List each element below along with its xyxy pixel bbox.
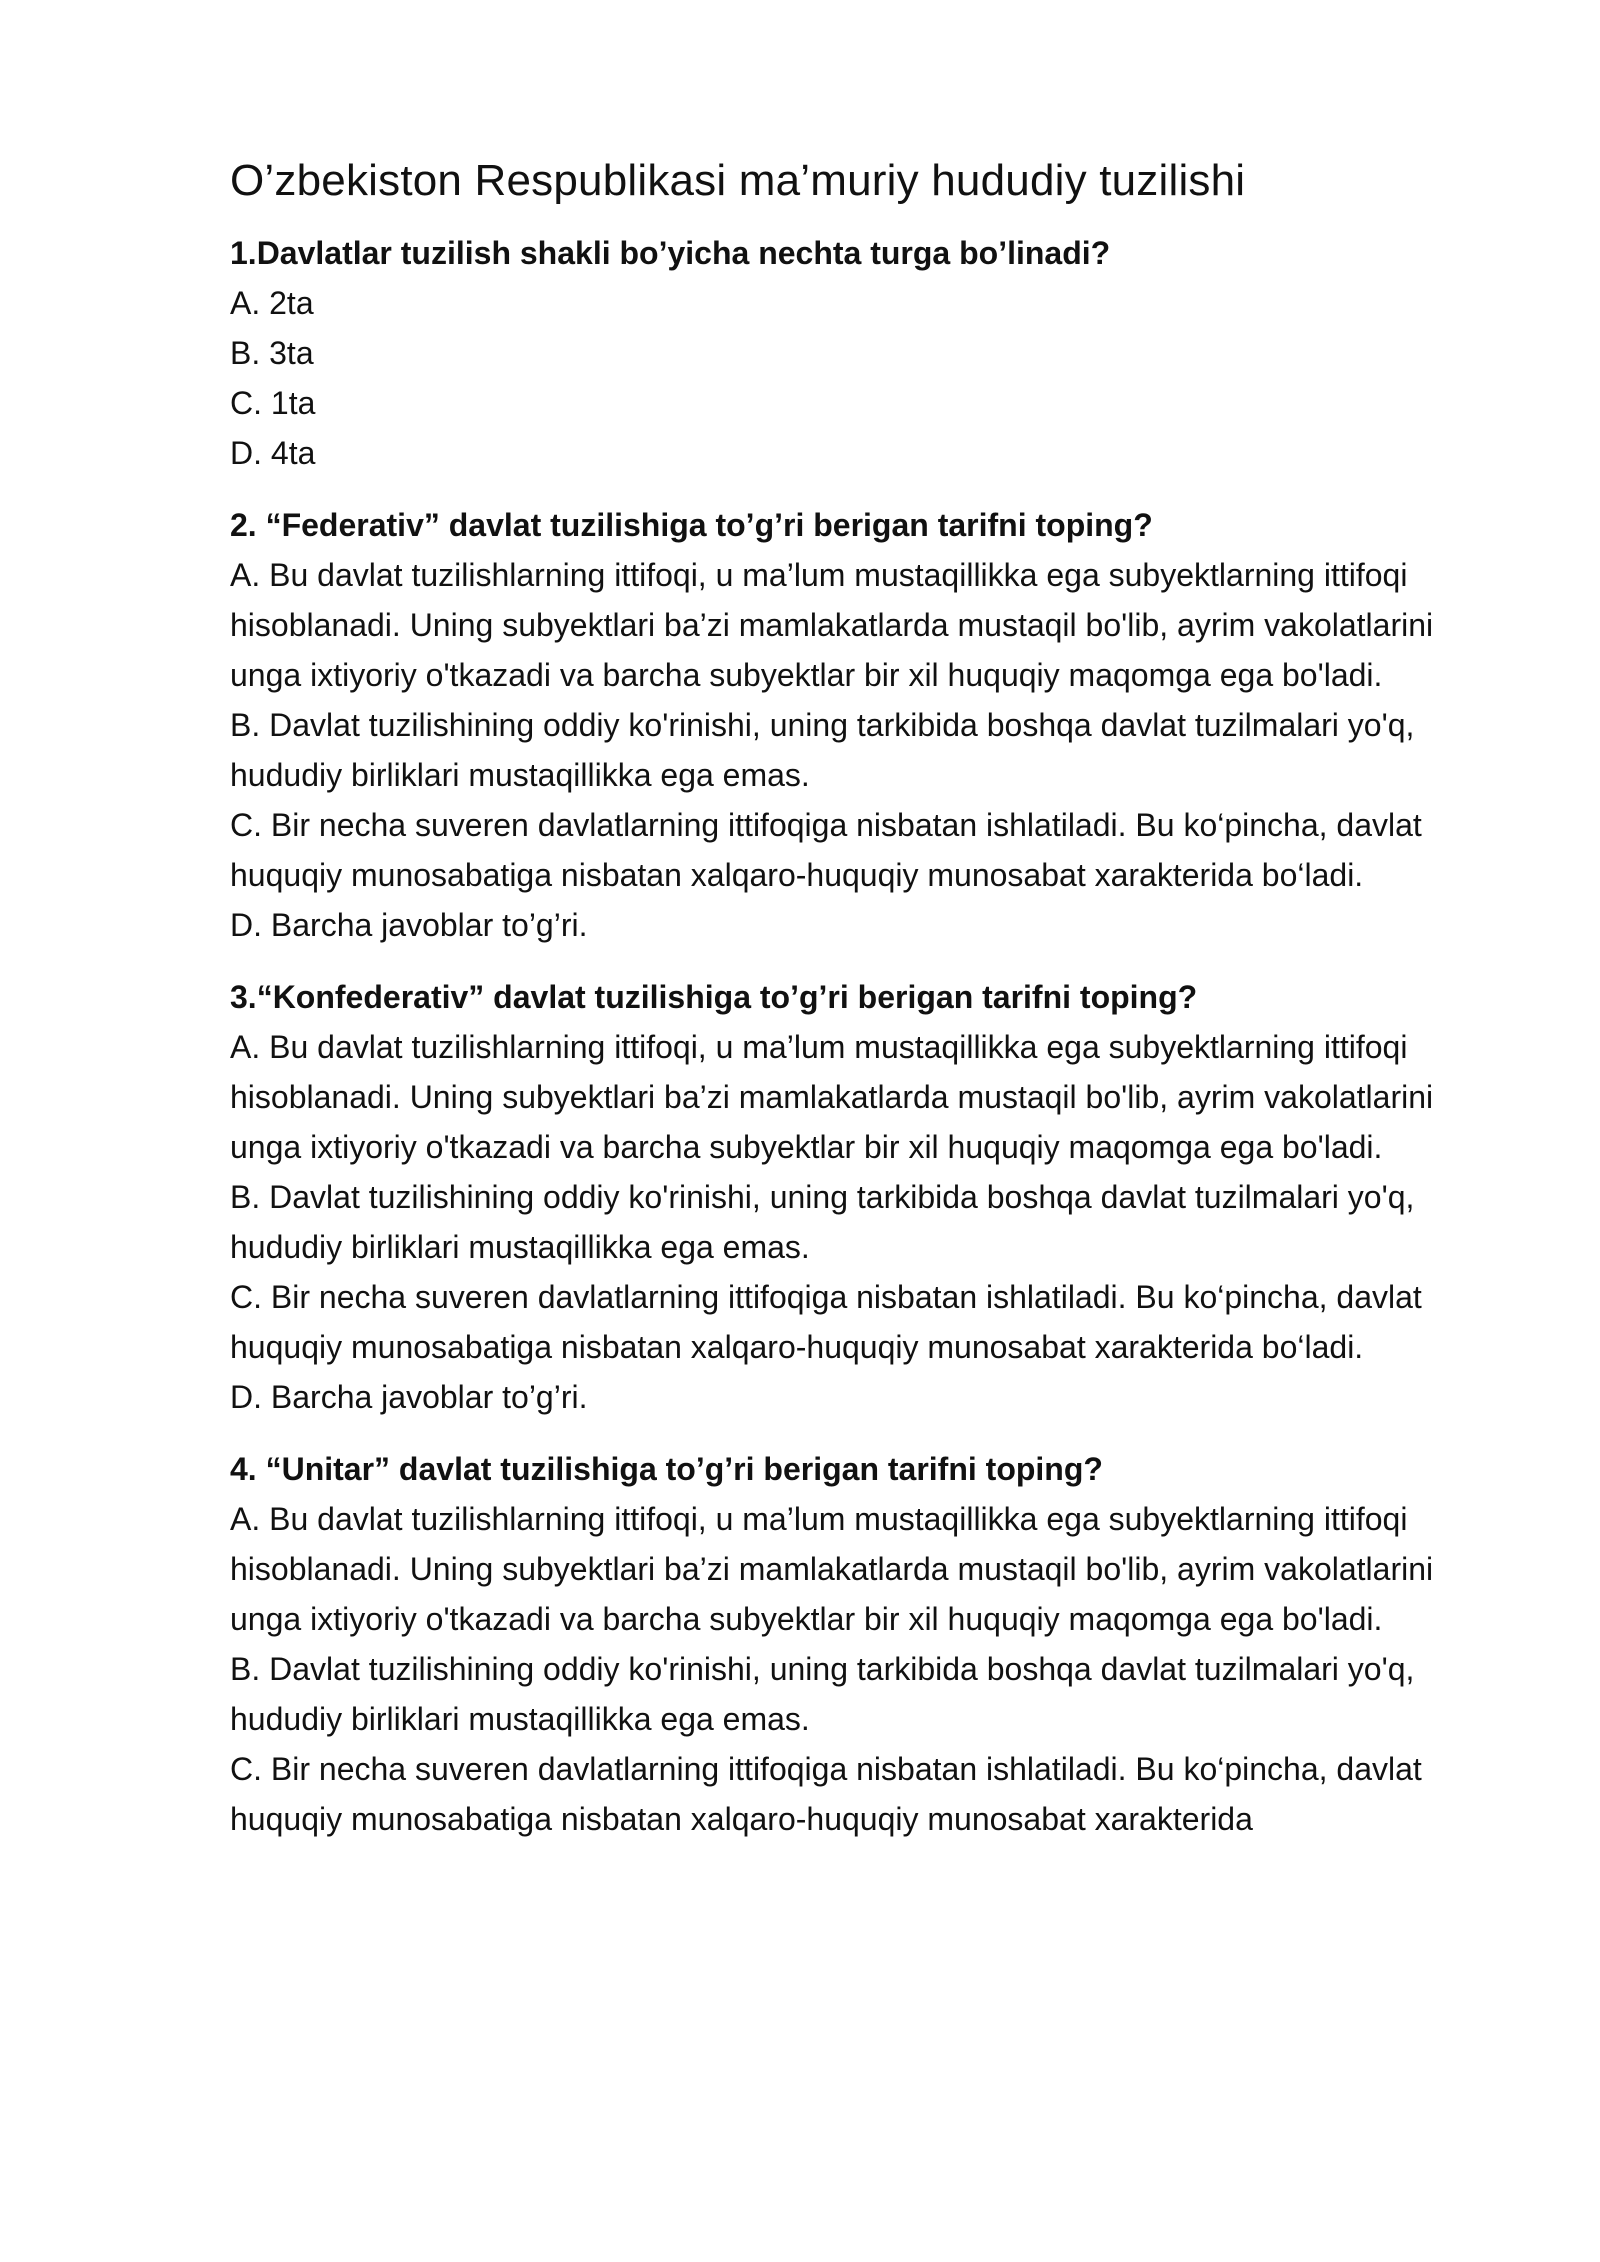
question-3 <box>230 972 1480 1422</box>
document-content <box>230 150 1480 1866</box>
question-4 <box>230 1444 1480 1844</box>
answer-option: D. Barcha javoblar to’g’ri. <box>230 1379 588 1415</box>
question-2 <box>230 500 1480 950</box>
answer-options <box>230 1494 1480 1844</box>
question-title: 3.“Konfederativ” davlat tuzilishiga to’g’ri berigan tarifni toping? <box>230 979 1198 1015</box>
answer-option: A. Bu davlat tuzilishlarning ittifoqi, u ma’lum mustaqillikka ega subyektlarning ittifoqi hisoblanadi. Uning subyektlari ba’zi mamlakatlarda mustaqil bo'lib, ayrim vakolatlarini unga ixtiyoriy o'tkazadi va barcha subyektlar bir xil huquqiy maqomga ega bo'ladi. <box>230 1029 1434 1165</box>
answer-option: A. 2ta <box>230 285 314 321</box>
question-title: 1.Davlatlar tuzilish shakli bo’yicha nechta turga bo’linadi? <box>230 235 1111 271</box>
answer-option: C. 1ta <box>230 385 316 421</box>
answer-option: A. Bu davlat tuzilishlarning ittifoqi, u ma’lum mustaqillikka ega subyektlarning ittifoqi hisoblanadi. Uning subyektlari ba’zi mamlakatlarda mustaqil bo'lib, ayrim vakolatlarini unga ixtiyoriy o'tkazadi va barcha subyektlar bir xil huquqiy maqomga ega bo'ladi. <box>230 1501 1434 1637</box>
answer-option: D. 4ta <box>230 435 316 471</box>
answer-option: C. Bir necha suveren davlatlarning ittifoqiga nisbatan ishlatiladi. Bu ko‘pincha, davlat huquqiy munosabatiga nisbatan xalqaro-huquqiy munosabat xarakterida bo‘ladi. <box>230 807 1422 893</box>
document-title: O’zbekiston Respublikasi ma’muriy hududiy tuzilishi <box>230 156 1246 205</box>
answer-options <box>230 550 1480 950</box>
answer-option: D. Barcha javoblar to’g’ri. <box>230 907 588 943</box>
question-title: 2. “Federativ” davlat tuzilishiga to’g’ri berigan tarifni toping? <box>230 507 1153 543</box>
answer-option: C. Bir necha suveren davlatlarning ittifoqiga nisbatan ishlatiladi. Bu ko‘pincha, davlat huquqiy munosabatiga nisbatan xalqaro-huquqiy munosabat xarakterida bo‘ladi. <box>230 1279 1422 1365</box>
answer-option: C. Bir necha suveren davlatlarning ittifoqiga nisbatan ishlatiladi. Bu ko‘pincha, davlat huquqiy munosabatiga nisbatan xalqaro-huquqiy munosabat xarakterida <box>230 1751 1422 1837</box>
answer-option: B. 3ta <box>230 335 314 371</box>
answer-options <box>230 1022 1480 1422</box>
question-1 <box>230 228 1480 478</box>
answer-option: B. Davlat tuzilishining oddiy ko'rinishi, uning tarkibida boshqa davlat tuzilmalari yo'q, hududiy birliklari mustaqillikka ega emas. <box>230 707 1415 793</box>
answer-option: B. Davlat tuzilishining oddiy ko'rinishi, uning tarkibida boshqa davlat tuzilmalari yo'q, hududiy birliklari mustaqillikka ega emas. <box>230 1651 1415 1737</box>
answer-option: A. Bu davlat tuzilishlarning ittifoqi, u ma’lum mustaqillikka ega subyektlarning ittifoqi hisoblanadi. Uning subyektlari ba’zi mamlakatlarda mustaqil bo'lib, ayrim vakolatlarini unga ixtiyoriy o'tkazadi va barcha subyektlar bir xil huquqiy maqomga ega bo'ladi. <box>230 557 1434 693</box>
answer-option: B. Davlat tuzilishining oddiy ko'rinishi, uning tarkibida boshqa davlat tuzilmalari yo'q, hududiy birliklari mustaqillikka ega emas. <box>230 1179 1415 1265</box>
answer-options <box>230 278 1480 478</box>
question-title: 4. “Unitar” davlat tuzilishiga to’g’ri berigan tarifni toping? <box>230 1451 1103 1487</box>
